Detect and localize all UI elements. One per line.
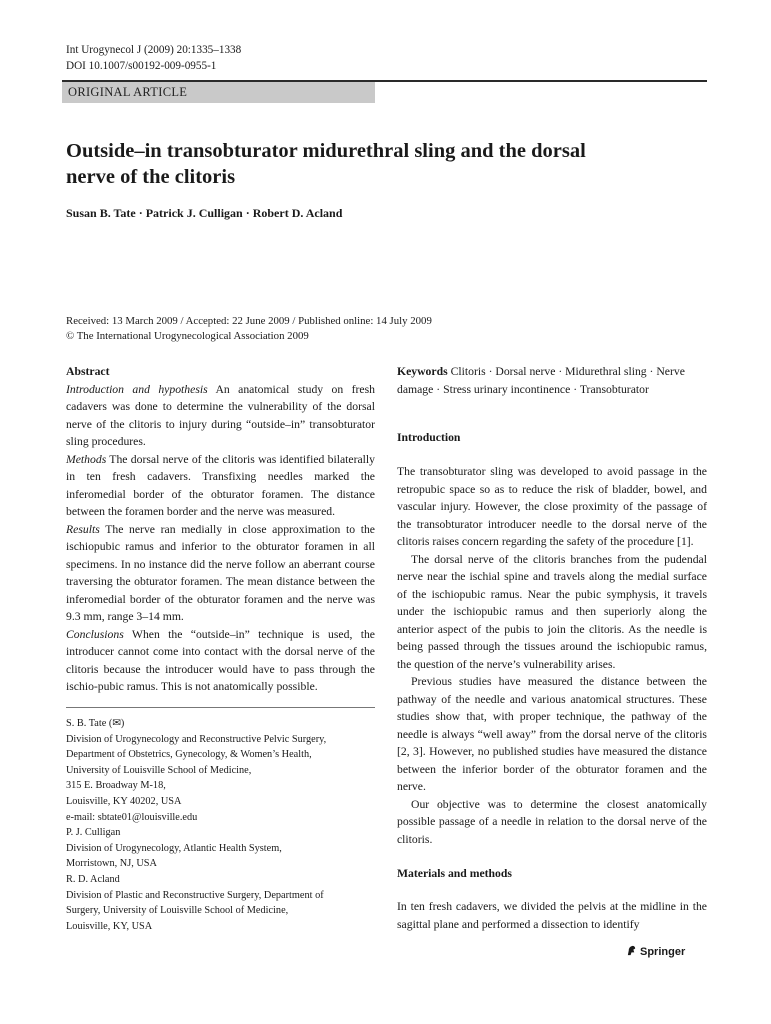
author-list: Susan B. Tate · Patrick J. Culligan · Robert D. Acland — [66, 206, 343, 220]
intro-paragraph-2: The dorsal nerve of the clitoris branches from the pudendal nerve near the ischial spine and travels along the medial surface of the ischiopubic ramus. Near the pubic symphysis, it travels under the ischiopubic ramus and then superiorly along the anterior aspect of the pubis to join the clitoris. As the needle is being passed through the tissues around the ischiopubic ramus, the question of the nerve’s vulnerability arises. — [397, 552, 707, 671]
methods-text: The dorsal nerve of the clitoris was identified bilaterally in ten fresh cadavers. Transfixing needles marked the inferomedial border of the obturator foramen. The distance between the foramen border and the nerve was measured. — [66, 452, 375, 518]
methods-label: Methods — [66, 452, 107, 466]
section-tag: ORIGINAL ARTICLE — [62, 82, 375, 103]
aff-line: Division of Urogynecology, Atlantic Health System, — [66, 842, 282, 854]
aff-line: Louisville, KY, USA — [66, 920, 153, 932]
aff-line: University of Louisville School of Medicine, — [66, 764, 252, 776]
results-text: The nerve ran medially in close approximation to the ischiopubic ramus and inferior to the obturator foramen in all specimens. In no instance did the nerve follow an aberrant course traversing the obturator foramen. The mean distance between the inferomedial border of the obturator foramen and the nerve was 9.3 mm, range 3–14 mm. — [66, 522, 375, 623]
conclusions-label: Conclusions — [66, 627, 124, 641]
conclusions-text: When the “outside–in” technique is used, the introducer cannot come into contact with the dorsal nerve of the clitoris because the introducer would have to pass through the ischio-pubic ramus. This is not anatomically possible. — [66, 627, 375, 693]
aff-line: Division of Urogynecology and Reconstructive Pelvic Surgery, — [66, 733, 327, 745]
abstract-introduction — [66, 381, 375, 451]
intro-paragraph-4: Our objective was to determine the closest anatomically possible passage of a needle in relation to the dorsal nerve of the clitoris. — [397, 797, 707, 846]
affiliation-rule — [66, 707, 375, 708]
aff-line: 315 E. Broadway M-18, — [66, 780, 166, 792]
aff-line: P. J. Culligan — [66, 827, 121, 838]
title-line-2: nerve of the clitoris — [66, 166, 236, 188]
introduction-heading: Introduction — [397, 431, 461, 444]
aff-line: S. B. Tate (✉) — [66, 718, 125, 729]
email-link[interactable]: e-mail: sbtate01@louisville.edu — [66, 811, 198, 823]
introduction-body — [397, 463, 707, 848]
aff-line: Department of Obstetrics, Gynecology, & Women’s Health, — [66, 749, 312, 761]
publisher-logo — [626, 945, 685, 958]
publisher-name: Springer — [640, 946, 686, 958]
abstract — [66, 363, 375, 696]
abstract-methods — [66, 451, 375, 521]
materials-body — [397, 898, 707, 933]
abstract-heading: Abstract — [66, 365, 110, 378]
results-label: Results — [66, 522, 100, 536]
aff-line: Surgery, University of Louisville School of Medicine, — [66, 905, 289, 917]
doi-line: DOI 10.1007/s00192-009-0955-1 — [66, 60, 217, 72]
keywords — [397, 363, 707, 398]
publication-dates — [66, 314, 432, 344]
title-line-1: Outside–in transobturator midurethral sling and the dorsal — [66, 140, 586, 162]
keywords-text: Clitoris · Dorsal nerve · Midurethral sling · Nerve damage · Stress urinary incontinence · Transobturator — [397, 365, 685, 396]
intro-paragraph-3: Previous studies have measured the distance between the pathway of the needle and various anatomical structures. These studies show that, with proper technique, the pathway of the needle is always “well away” from the dorsal nerve of the clitoris [2, 3]. However, no published studies have measured the distance between the inferior border of the obturator foramen and the nerve. — [397, 675, 707, 793]
dates-line: Received: 13 March 2009 / Accepted: 22 June 2009 / Published online: 14 July 2009 — [66, 315, 432, 327]
materials-heading: Materials and methods — [397, 867, 512, 880]
aff-line: Louisville, KY 40202, USA — [66, 795, 182, 807]
abstract-conclusions — [66, 626, 375, 696]
affiliation-tate — [66, 716, 375, 825]
intro-label: Introduction and hypothesis — [66, 382, 208, 396]
journal-line: Int Urogynecol J (2009) 20:1335–1338 — [66, 44, 242, 56]
aff-line: R. D. Acland — [66, 874, 120, 885]
materials-paragraph-1: In ten fresh cadavers, we divided the pelvis at the midline in the sagittal plane and performed a dissection to identify — [397, 900, 707, 931]
copyright-line: © The International Urogynecological Association 2009 — [66, 330, 309, 342]
aff-line: Morristown, NJ, USA — [66, 858, 157, 870]
intro-paragraph-1: The transobturator sling was developed to avoid passage in the retropubic space so as to reduce the risk of bladder, bowel, and vascular injury. However, the close proximity of the passage of the transobturator introducer needle to the dorsal nerve of the clitoris raises concern regarding the safety of the procedure [1]. — [397, 465, 707, 548]
article-title — [66, 138, 666, 190]
intro-text: An anatomical study on fresh cadavers was done to determine the vulnerability of the dorsal nerve of the clitoris to injury during “outside–in” transobturator sling procedures. — [66, 382, 375, 448]
abstract-results — [66, 521, 375, 626]
affiliation-culligan — [66, 825, 375, 872]
keywords-label: Keywords — [397, 365, 448, 378]
affiliation-acland — [66, 872, 375, 934]
aff-line: Division of Plastic and Reconstructive Surgery, Department of — [66, 889, 324, 901]
springer-horse-icon — [626, 945, 637, 956]
journal-citation — [66, 42, 241, 74]
